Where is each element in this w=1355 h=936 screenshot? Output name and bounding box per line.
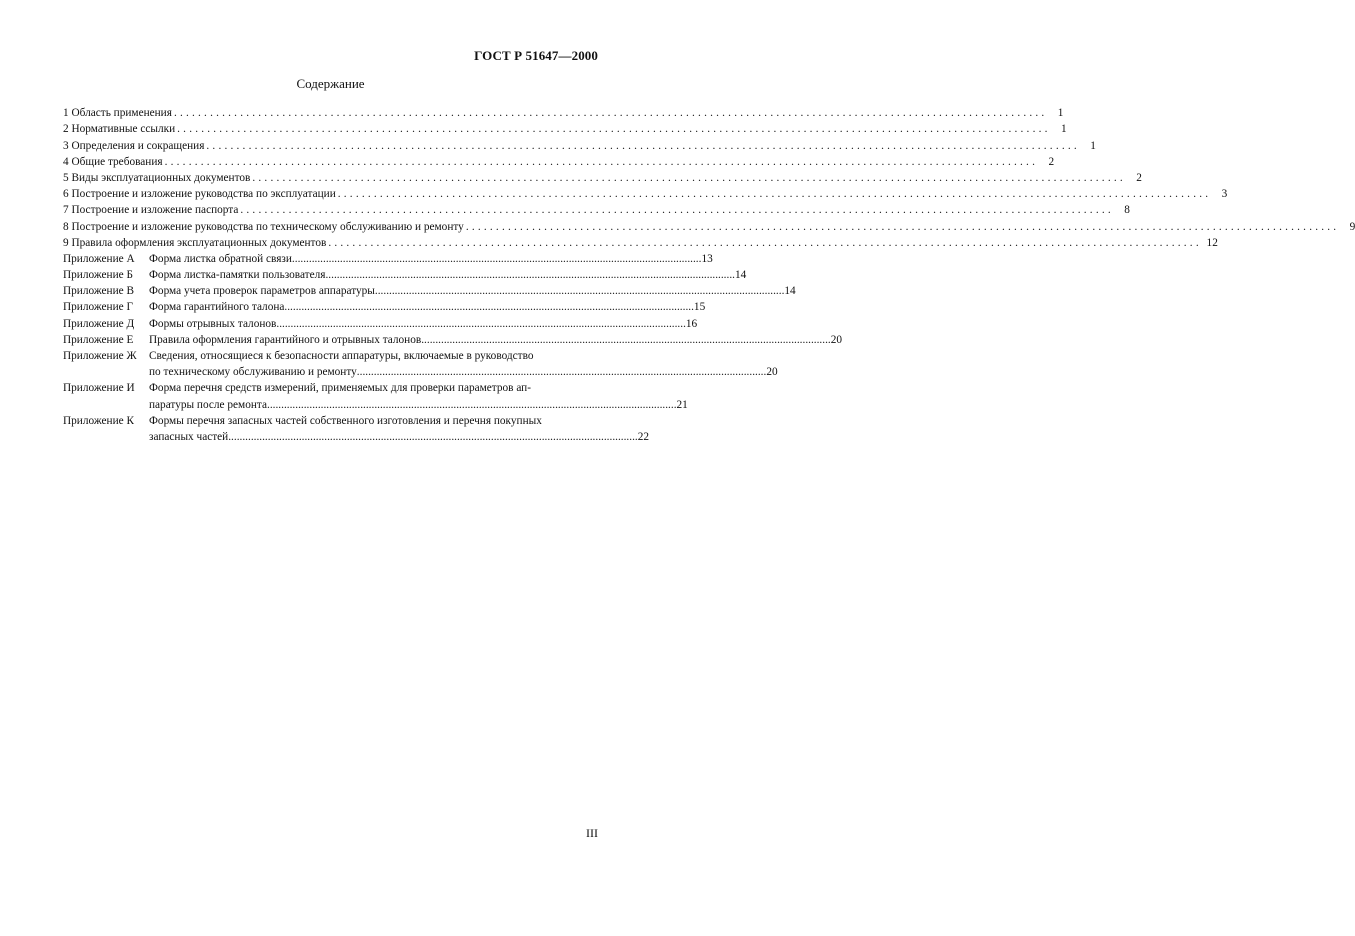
appendix-title-line1: Сведения, относящиеся к безопасности аппаратуры, включаемые в руководство	[149, 350, 534, 362]
appendix-prefix: Приложение Г	[63, 301, 133, 314]
toc-appendix-e[interactable]	[63, 330, 843, 346]
toc-leader-dots: .................................................................................................................................................	[228, 430, 638, 443]
toc-entry-page: 1	[1090, 139, 1096, 152]
toc-entry-page: 20	[766, 366, 778, 379]
appendix-prefix: Приложение Д	[63, 317, 135, 330]
toc-entry-page: 8	[1124, 204, 1130, 217]
appendix-title: Формы отрывных талонов	[149, 317, 277, 330]
toc-appendix-k[interactable]	[63, 411, 650, 443]
page-number: III	[586, 826, 598, 840]
toc-leader-dots: .................................................................................................................................................	[421, 333, 831, 346]
toc-entry-label: 6 Построение и изложение руководства по эксплуатации	[63, 188, 336, 201]
toc-entry-page: 16	[685, 317, 698, 330]
toc-entry-6[interactable]	[63, 184, 1228, 201]
toc-entry-9[interactable]	[63, 233, 1218, 249]
toc-entry-label: 4 Общие требования	[63, 155, 163, 168]
toc-entry-label: 8 Построение и изложение руководства по техническому обслуживанию и ремонту	[63, 220, 464, 233]
toc-entry-page: 22	[637, 430, 650, 443]
toc-entry-1[interactable]	[63, 103, 1064, 120]
toc-leader-dots: .................................................................................................................................................	[325, 269, 735, 282]
toc-entry-4[interactable]	[63, 152, 1055, 168]
toc-leader-dots: .................................................................................................................................................	[328, 236, 1202, 249]
toc-leader-dots: .................................................................................................................................................	[337, 188, 1212, 201]
toc-entry-page: 20	[830, 333, 843, 346]
toc-entry-page: 21	[676, 398, 688, 411]
toc-leader-dots: .................................................................................................................................................	[267, 398, 677, 411]
appendix-prefix: Приложение Е	[63, 333, 134, 346]
toc-leader-dots: .................................................................................................................................................	[465, 220, 1340, 233]
toc-entry-label: 9 Правила оформления эксплуатационных документов	[63, 236, 327, 249]
toc-entry-page: 3	[1221, 188, 1228, 201]
appendix-title-line2: по техническому обслуживанию и ремонту	[149, 366, 357, 379]
appendix-title-line2: запасных частей	[149, 430, 229, 443]
toc-entry-page: 2	[1136, 171, 1142, 184]
toc-entry-page: 1	[1057, 107, 1064, 120]
toc-appendix-a[interactable]	[63, 249, 713, 265]
toc-leader-dots: .................................................................................................................................................	[276, 317, 686, 330]
toc-entry-label: 7 Построение и изложение паспорта	[63, 204, 239, 217]
appendix-prefix: Приложение К	[63, 414, 134, 427]
toc-appendix-i[interactable]	[63, 378, 688, 411]
toc-leader-dots: .................................................................................................................................................	[240, 204, 1114, 217]
toc-appendix-d[interactable]	[63, 313, 698, 330]
appendix-prefix: Приложение В	[63, 285, 134, 298]
appendix-title-line1: Формы перечня запасных частей собственного изготовления и перечня покупных	[149, 414, 542, 427]
toc-appendix-g[interactable]	[63, 297, 706, 314]
toc-appendix-b[interactable]	[63, 265, 747, 282]
toc-entry-page: 2	[1048, 155, 1055, 168]
toc-entry-page: 9	[1349, 220, 1355, 233]
toc-entry-2[interactable]	[63, 119, 1067, 136]
appendix-prefix: Приложение Ж	[63, 350, 137, 362]
appendix-prefix: Приложение Б	[63, 269, 133, 282]
toc-entry-page: 1	[1061, 123, 1067, 136]
appendix-prefix: Приложение И	[63, 382, 135, 395]
appendix-title: Форма листка-памятки пользователя	[149, 269, 326, 282]
toc-leader-dots: .................................................................................................................................................	[252, 171, 1126, 184]
toc-entry-3[interactable]	[63, 135, 1096, 152]
toc-entry-page: 12	[1206, 236, 1218, 249]
toc-entry-label: 5 Виды эксплуатационных документов	[63, 171, 251, 184]
toc-leader-dots: .................................................................................................................................................	[356, 366, 767, 379]
toc-leader-dots: .................................................................................................................................................	[173, 107, 1048, 120]
appendix-title: Правила оформления гарантийного и отрывных талонов	[149, 333, 422, 346]
appendix-title: Форма гарантийного талона	[149, 301, 285, 314]
toc-title: Содержание	[296, 76, 365, 91]
toc-leader-dots: .................................................................................................................................................	[177, 123, 1051, 136]
toc-leader-dots: .................................................................................................................................................	[374, 285, 785, 298]
toc-entry-page: 13	[701, 252, 713, 265]
toc-entry-label: 3 Определения и сокращения	[63, 139, 205, 152]
appendix-title-line2: паратуры после ремонта	[149, 398, 267, 411]
appendix-prefix: Приложение А	[63, 252, 135, 265]
toc-appendix-zh[interactable]	[63, 346, 778, 379]
toc-leader-dots: .................................................................................................................................................	[284, 301, 694, 314]
appendix-title: Форма листка обратной связи	[149, 252, 292, 265]
appendix-title-line1: Форма перечня средств измерений, применяемых для проверки параметров ап-	[149, 382, 531, 395]
toc-entry-page: 14	[734, 269, 747, 282]
toc-leader-dots: .................................................................................................................................................	[206, 139, 1080, 152]
toc-entry-8[interactable]	[63, 216, 1355, 233]
toc-entry-7[interactable]	[63, 200, 1130, 217]
table-of-contents	[63, 103, 1355, 443]
appendix-title: Форма учета проверок параметров аппаратуры	[149, 285, 375, 298]
toc-appendix-v[interactable]	[63, 281, 796, 298]
toc-entry-page: 15	[693, 301, 706, 314]
toc-leader-dots: .................................................................................................................................................	[291, 252, 702, 265]
document-code: ГОСТ Р 51647—2000	[474, 48, 598, 63]
toc-leader-dots: .................................................................................................................................................	[164, 155, 1039, 168]
toc-entry-label: 1 Область применения	[63, 107, 172, 120]
toc-entry-page: 14	[784, 285, 796, 298]
toc-entry-5[interactable]	[63, 168, 1142, 184]
toc-entry-label: 2 Нормативные ссылки	[63, 123, 176, 136]
